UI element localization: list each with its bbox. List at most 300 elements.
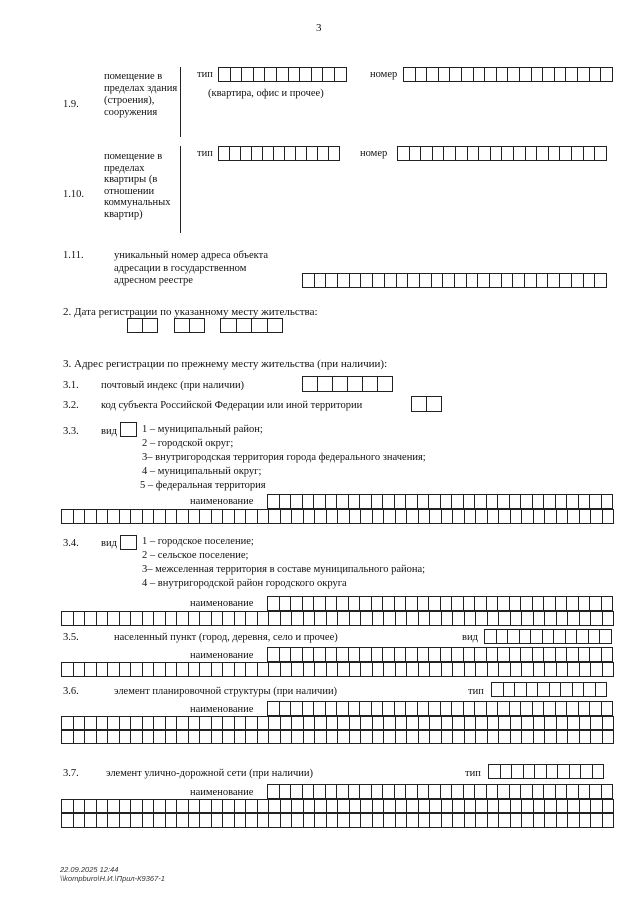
entry-cell[interactable] [350, 662, 362, 677]
entry-cell[interactable] [212, 662, 224, 677]
entry-cell[interactable] [465, 716, 477, 730]
entry-cell[interactable] [372, 647, 384, 662]
entry-cell[interactable] [467, 273, 479, 288]
entry-cell[interactable] [526, 146, 538, 161]
entry-cell[interactable] [430, 611, 442, 626]
entry-cell[interactable] [579, 701, 591, 716]
entry-cell[interactable] [432, 273, 444, 288]
entry-cell[interactable] [479, 146, 491, 161]
entry-cell[interactable] [258, 730, 270, 744]
entry-cell[interactable] [579, 596, 591, 611]
entry-cell[interactable] [268, 494, 280, 509]
entry-cell[interactable] [241, 146, 252, 161]
entry-cell[interactable] [603, 716, 615, 730]
entry-cell[interactable] [407, 799, 419, 813]
entry-cell[interactable] [166, 611, 178, 626]
entry-cell[interactable] [97, 730, 109, 744]
entry-cell[interactable] [304, 611, 316, 626]
entry-cell[interactable] [567, 596, 579, 611]
entry-cell[interactable] [452, 494, 464, 509]
entry-cell[interactable] [348, 376, 363, 392]
entry-cell[interactable] [166, 730, 178, 744]
entry-cell[interactable] [383, 701, 395, 716]
entry-cell[interactable] [601, 67, 613, 82]
s3-4-name-cells-row2[interactable] [61, 611, 614, 626]
entry-cell[interactable] [108, 730, 120, 744]
entry-cell[interactable] [590, 67, 602, 82]
entry-cell[interactable] [372, 596, 384, 611]
entry-cell[interactable] [508, 67, 520, 82]
entry-cell[interactable] [246, 813, 258, 828]
entry-cell[interactable] [337, 647, 349, 662]
entry-cell[interactable] [602, 647, 614, 662]
entry-cell[interactable] [534, 813, 546, 828]
entry-cell[interactable] [442, 799, 454, 813]
entry-cell[interactable] [385, 273, 397, 288]
entry-cell[interactable] [263, 146, 274, 161]
entry-cell[interactable] [499, 662, 511, 677]
entry-cell[interactable] [510, 784, 522, 799]
entry-cell[interactable] [280, 701, 292, 716]
entry-cell[interactable] [131, 716, 143, 730]
entry-cell[interactable] [143, 611, 155, 626]
entry-cell[interactable] [410, 146, 422, 161]
s1-10-type-cells[interactable] [218, 146, 340, 161]
entry-cell[interactable] [296, 146, 307, 161]
entry-cell[interactable] [337, 701, 349, 716]
entry-cell[interactable] [337, 494, 349, 509]
entry-cell[interactable] [404, 67, 416, 82]
entry-cell[interactable] [487, 647, 499, 662]
entry-cell[interactable] [120, 730, 132, 744]
entry-cell[interactable] [258, 813, 270, 828]
entry-cell[interactable] [292, 730, 304, 744]
entry-cell[interactable] [465, 799, 477, 813]
s3-3-name-cells-row1[interactable] [267, 494, 613, 509]
entry-cell[interactable] [487, 784, 499, 799]
entry-cell[interactable] [120, 716, 132, 730]
entry-cell[interactable] [579, 784, 591, 799]
entry-cell[interactable] [566, 67, 578, 82]
entry-cell[interactable] [258, 716, 270, 730]
entry-cell[interactable] [419, 799, 431, 813]
entry-cell[interactable] [280, 596, 292, 611]
entry-cell[interactable] [419, 716, 431, 730]
entry-cell[interactable] [522, 716, 534, 730]
entry-cell[interactable] [235, 662, 247, 677]
entry-cell[interactable] [568, 611, 580, 626]
entry-cell[interactable] [453, 611, 465, 626]
entry-cell[interactable] [349, 701, 361, 716]
entry-cell[interactable] [108, 813, 120, 828]
entry-cell[interactable] [522, 611, 534, 626]
entry-cell[interactable] [429, 647, 441, 662]
entry-cell[interactable] [62, 611, 74, 626]
entry-cell[interactable] [235, 799, 247, 813]
entry-cell[interactable] [97, 716, 109, 730]
entry-cell[interactable] [395, 784, 407, 799]
entry-cell[interactable] [510, 596, 522, 611]
entry-cell[interactable] [230, 146, 241, 161]
entry-cell[interactable] [591, 799, 603, 813]
entry-cell[interactable] [62, 662, 74, 677]
entry-cell[interactable] [430, 662, 442, 677]
entry-cell[interactable] [74, 799, 86, 813]
entry-cell[interactable] [327, 813, 339, 828]
entry-cell[interactable] [143, 813, 155, 828]
entry-cell[interactable] [85, 611, 97, 626]
s3-6-name-cells-row3[interactable] [61, 730, 614, 744]
entry-cell[interactable] [338, 611, 350, 626]
s3-7-type-cells[interactable] [488, 764, 604, 779]
entry-cell[interactable] [304, 716, 316, 730]
entry-cell[interactable] [289, 67, 301, 82]
entry-cell[interactable] [465, 662, 477, 677]
entry-cell[interactable] [292, 799, 304, 813]
entry-cell[interactable] [468, 146, 480, 161]
entry-cell[interactable] [511, 730, 523, 744]
entry-cell[interactable] [143, 730, 155, 744]
entry-cell[interactable] [524, 764, 536, 779]
entry-cell[interactable] [200, 716, 212, 730]
entry-cell[interactable] [120, 662, 132, 677]
entry-cell[interactable] [491, 146, 503, 161]
entry-cell[interactable] [545, 813, 557, 828]
entry-cell[interactable] [502, 273, 514, 288]
entry-cell[interactable] [212, 716, 224, 730]
entry-cell[interactable] [361, 273, 373, 288]
entry-cell[interactable] [521, 494, 533, 509]
entry-cell[interactable] [395, 647, 407, 662]
entry-cell[interactable] [349, 647, 361, 662]
entry-cell[interactable] [511, 813, 523, 828]
entry-cell[interactable] [221, 318, 237, 333]
s3-7-name-cells-row1[interactable] [267, 784, 613, 799]
entry-cell[interactable] [522, 813, 534, 828]
entry-cell[interactable] [596, 682, 608, 697]
entry-cell[interactable] [291, 596, 303, 611]
entry-cell[interactable] [212, 799, 224, 813]
s3-7-name-cells-row3[interactable] [61, 813, 614, 828]
entry-cell[interactable] [485, 67, 497, 82]
entry-cell[interactable] [499, 509, 511, 524]
entry-cell[interactable] [314, 596, 326, 611]
entry-cell[interactable] [488, 799, 500, 813]
entry-cell[interactable] [427, 67, 439, 82]
entry-cell[interactable] [499, 611, 511, 626]
entry-cell[interactable] [554, 629, 566, 644]
entry-cell[interactable] [373, 730, 385, 744]
entry-cell[interactable] [350, 730, 362, 744]
entry-cell[interactable] [280, 494, 292, 509]
entry-cell[interactable] [580, 611, 592, 626]
entry-cell[interactable] [590, 647, 602, 662]
entry-cell[interactable] [281, 813, 293, 828]
entry-cell[interactable] [584, 146, 596, 161]
entry-cell[interactable] [373, 611, 385, 626]
entry-cell[interactable] [455, 273, 467, 288]
entry-cell[interactable] [291, 784, 303, 799]
entry-cell[interactable] [189, 611, 201, 626]
entry-cell[interactable] [593, 764, 605, 779]
entry-cell[interactable] [441, 494, 453, 509]
entry-cell[interactable] [131, 813, 143, 828]
entry-cell[interactable] [591, 662, 603, 677]
entry-cell[interactable] [533, 647, 545, 662]
entry-cell[interactable] [177, 716, 189, 730]
entry-cell[interactable] [602, 701, 614, 716]
entry-cell[interactable] [535, 764, 547, 779]
entry-cell[interactable] [219, 146, 230, 161]
entry-cell[interactable] [154, 799, 166, 813]
entry-cell[interactable] [327, 730, 339, 744]
entry-cell[interactable] [326, 494, 338, 509]
entry-cell[interactable] [533, 701, 545, 716]
entry-cell[interactable] [323, 67, 335, 82]
entry-cell[interactable] [108, 509, 120, 524]
entry-cell[interactable] [235, 730, 247, 744]
entry-cell[interactable] [589, 629, 601, 644]
entry-cell[interactable] [166, 799, 178, 813]
entry-cell[interactable] [85, 662, 97, 677]
entry-cell[interactable] [591, 611, 603, 626]
entry-cell[interactable] [200, 813, 212, 828]
entry-cell[interactable] [453, 509, 465, 524]
entry-cell[interactable] [561, 682, 573, 697]
entry-cell[interactable] [74, 509, 86, 524]
entry-cell[interactable] [166, 509, 178, 524]
s3-6-name-cells-row2[interactable] [61, 716, 614, 730]
entry-cell[interactable] [246, 509, 258, 524]
registration-month-cells[interactable] [174, 318, 205, 333]
entry-cell[interactable] [521, 701, 533, 716]
entry-cell[interactable] [570, 764, 582, 779]
entry-cell[interactable] [268, 701, 280, 716]
entry-cell[interactable] [513, 273, 525, 288]
entry-cell[interactable] [441, 596, 453, 611]
entry-cell[interactable] [396, 730, 408, 744]
entry-cell[interactable] [533, 596, 545, 611]
entry-cell[interactable] [395, 596, 407, 611]
entry-cell[interactable] [338, 813, 350, 828]
entry-cell[interactable] [441, 647, 453, 662]
entry-cell[interactable] [407, 662, 419, 677]
entry-cell[interactable] [349, 494, 361, 509]
entry-cell[interactable] [475, 784, 487, 799]
entry-cell[interactable] [556, 784, 568, 799]
entry-cell[interactable] [254, 67, 266, 82]
entry-cell[interactable] [534, 662, 546, 677]
entry-cell[interactable] [443, 273, 455, 288]
entry-cell[interactable] [396, 716, 408, 730]
entry-cell[interactable] [131, 662, 143, 677]
entry-cell[interactable] [498, 647, 510, 662]
entry-cell[interactable] [74, 716, 86, 730]
entry-cell[interactable] [572, 273, 584, 288]
entry-cell[interactable] [430, 730, 442, 744]
entry-cell[interactable] [143, 799, 155, 813]
entry-cell[interactable] [555, 67, 567, 82]
entry-cell[interactable] [166, 813, 178, 828]
entry-cell[interactable] [499, 813, 511, 828]
entry-cell[interactable] [522, 730, 534, 744]
entry-cell[interactable] [315, 509, 327, 524]
entry-cell[interactable] [567, 701, 579, 716]
entry-cell[interactable] [314, 784, 326, 799]
entry-cell[interactable] [281, 716, 293, 730]
entry-cell[interactable] [252, 146, 263, 161]
entry-cell[interactable] [200, 611, 212, 626]
entry-cell[interactable] [550, 682, 562, 697]
entry-cell[interactable] [383, 596, 395, 611]
entry-cell[interactable] [246, 799, 258, 813]
entry-cell[interactable] [567, 784, 579, 799]
entry-cell[interactable] [567, 494, 579, 509]
entry-cell[interactable] [85, 799, 97, 813]
entry-cell[interactable] [452, 647, 464, 662]
entry-cell[interactable] [223, 813, 235, 828]
entry-cell[interactable] [189, 716, 201, 730]
s3-5-name-cells-row2[interactable] [61, 662, 614, 677]
entry-cell[interactable] [547, 764, 559, 779]
entry-cell[interactable] [154, 716, 166, 730]
entry-cell[interactable] [384, 813, 396, 828]
entry-cell[interactable] [304, 799, 316, 813]
entry-cell[interactable] [453, 716, 465, 730]
entry-cell[interactable] [442, 662, 454, 677]
entry-cell[interactable] [475, 494, 487, 509]
entry-cell[interactable] [315, 730, 327, 744]
entry-cell[interactable] [363, 376, 378, 392]
entry-cell[interactable] [418, 494, 430, 509]
entry-cell[interactable] [504, 682, 516, 697]
entry-cell[interactable] [511, 611, 523, 626]
entry-cell[interactable] [327, 611, 339, 626]
entry-cell[interactable] [568, 799, 580, 813]
entry-cell[interactable] [291, 494, 303, 509]
entry-cell[interactable] [177, 509, 189, 524]
entry-cell[interactable] [246, 716, 258, 730]
entry-cell[interactable] [421, 146, 433, 161]
entry-cell[interactable] [590, 596, 602, 611]
entry-cell[interactable] [235, 509, 247, 524]
entry-cell[interactable] [327, 509, 339, 524]
entry-cell[interactable] [154, 662, 166, 677]
entry-cell[interactable] [291, 701, 303, 716]
entry-cell[interactable] [488, 611, 500, 626]
entry-cell[interactable] [337, 596, 349, 611]
entry-cell[interactable] [549, 146, 561, 161]
entry-cell[interactable] [578, 67, 590, 82]
entry-cell[interactable] [131, 509, 143, 524]
entry-cell[interactable] [572, 146, 584, 161]
entry-cell[interactable] [557, 611, 569, 626]
entry-cell[interactable] [373, 509, 385, 524]
entry-cell[interactable] [557, 799, 569, 813]
entry-cell[interactable] [383, 494, 395, 509]
entry-cell[interactable] [304, 813, 316, 828]
entry-cell[interactable] [246, 662, 258, 677]
entry-cell[interactable] [522, 799, 534, 813]
entry-cell[interactable] [189, 662, 201, 677]
entry-cell[interactable] [515, 682, 527, 697]
entry-cell[interactable] [74, 662, 86, 677]
entry-cell[interactable] [475, 596, 487, 611]
entry-cell[interactable] [521, 596, 533, 611]
entry-cell[interactable] [378, 376, 393, 392]
entry-cell[interactable] [74, 813, 86, 828]
entry-cell[interactable] [108, 799, 120, 813]
entry-cell[interactable] [476, 611, 488, 626]
entry-cell[interactable] [584, 682, 596, 697]
entry-cell[interactable] [384, 799, 396, 813]
entry-cell[interactable] [372, 494, 384, 509]
entry-cell[interactable] [292, 716, 304, 730]
s3-5-name-cells-row1[interactable] [267, 647, 613, 662]
entry-cell[interactable] [177, 813, 189, 828]
entry-cell[interactable] [418, 784, 430, 799]
entry-cell[interactable] [557, 509, 569, 524]
entry-cell[interactable] [418, 647, 430, 662]
entry-cell[interactable] [303, 376, 318, 392]
entry-cell[interactable] [189, 813, 201, 828]
entry-cell[interactable] [62, 813, 74, 828]
entry-cell[interactable] [396, 662, 408, 677]
entry-cell[interactable] [269, 730, 281, 744]
entry-cell[interactable] [545, 509, 557, 524]
entry-cell[interactable] [384, 509, 396, 524]
entry-cell[interactable] [580, 813, 592, 828]
s3-6-name-cells-row1[interactable] [267, 701, 613, 716]
entry-cell[interactable] [420, 273, 432, 288]
entry-cell[interactable] [120, 509, 132, 524]
entry-cell[interactable] [452, 596, 464, 611]
entry-cell[interactable] [361, 799, 373, 813]
entry-cell[interactable] [335, 67, 347, 82]
entry-cell[interactable] [269, 716, 281, 730]
entry-cell[interactable] [476, 509, 488, 524]
entry-cell[interactable] [478, 273, 490, 288]
entry-cell[interactable] [591, 716, 603, 730]
entry-cell[interactable] [568, 813, 580, 828]
entry-cell[interactable] [395, 701, 407, 716]
entry-cell[interactable] [200, 509, 212, 524]
entry-cell[interactable] [200, 799, 212, 813]
entry-cell[interactable] [360, 494, 372, 509]
entry-cell[interactable] [396, 611, 408, 626]
entry-cell[interactable] [303, 596, 315, 611]
entry-cell[interactable] [508, 629, 520, 644]
entry-cell[interactable] [315, 611, 327, 626]
entry-cell[interactable] [373, 813, 385, 828]
entry-cell[interactable] [121, 535, 137, 550]
entry-cell[interactable] [338, 662, 350, 677]
entry-cell[interactable] [383, 784, 395, 799]
entry-cell[interactable] [338, 509, 350, 524]
entry-cell[interactable] [556, 494, 568, 509]
entry-cell[interactable] [476, 799, 488, 813]
entry-cell[interactable] [545, 662, 557, 677]
entry-cell[interactable] [268, 784, 280, 799]
entry-cell[interactable] [412, 396, 427, 412]
entry-cell[interactable] [595, 146, 607, 161]
entry-cell[interactable] [350, 509, 362, 524]
entry-cell[interactable] [590, 701, 602, 716]
entry-cell[interactable] [545, 611, 557, 626]
entry-cell[interactable] [465, 730, 477, 744]
entry-cell[interactable] [429, 784, 441, 799]
postal-code-cells[interactable] [302, 376, 393, 392]
